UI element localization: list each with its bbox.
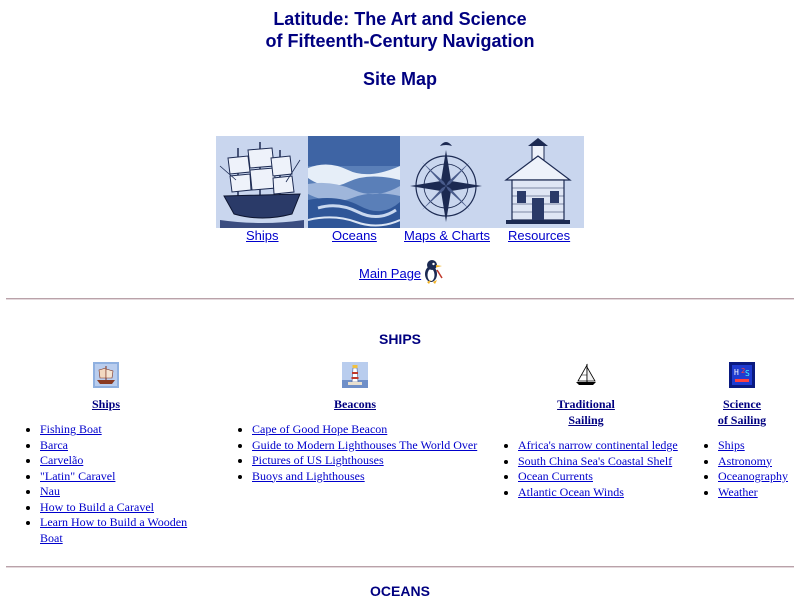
ships-link-list — [8, 422, 204, 546]
column-heading-ships[interactable]: Ships — [91, 397, 121, 411]
page-title — [0, 8, 800, 52]
link-barca[interactable]: Barca — [40, 437, 68, 452]
link-ocean-currents[interactable]: Ocean Currents — [518, 469, 593, 483]
compass-rose-illustration[interactable] — [400, 136, 492, 228]
svg-text:H: H — [734, 368, 739, 377]
site-map-heading: Site Map — [362, 69, 437, 89]
penguin-mascot-icon[interactable] — [421, 258, 443, 284]
banner-image-strip — [216, 136, 584, 228]
divider-top — [6, 298, 794, 300]
link-nau[interactable]: Nau — [40, 484, 60, 498]
link-latin-caravel[interactable]: "Latin" Caravel — [40, 468, 116, 483]
column-ships — [8, 362, 204, 546]
ships-section-title: SHIPS — [378, 331, 421, 347]
link-atlantic-winds[interactable]: Atlantic Ocean Winds — [518, 484, 624, 499]
list-item — [718, 454, 798, 470]
list-item — [718, 438, 798, 454]
list-item — [40, 422, 204, 438]
nav-link-oceans[interactable]: Oceans — [332, 228, 377, 243]
science-of-sailing-link-list — [686, 438, 798, 500]
list-item — [518, 485, 686, 501]
title-line-2: of Fifteenth-Century Navigation — [265, 31, 535, 51]
list-item — [40, 484, 204, 500]
list-item — [40, 515, 204, 546]
main-page-link-group — [359, 258, 443, 284]
traditional-sailing-link-list — [486, 438, 686, 500]
schoolhouse-illustration[interactable] — [492, 136, 584, 228]
list-item — [252, 469, 490, 485]
link-build-caravel[interactable]: How to Build a Caravel — [40, 499, 154, 514]
list-item — [252, 453, 490, 469]
list-item — [252, 438, 490, 454]
link-south-china-sea[interactable]: South China Sea's Coastal Shelf — [518, 453, 673, 468]
beacons-link-list — [220, 422, 490, 484]
link-weather[interactable]: Weather — [718, 484, 758, 499]
list-item — [40, 438, 204, 454]
link-fishing-boat[interactable]: Fishing Boat — [40, 422, 102, 436]
link-cape-good-hope[interactable]: Cape of Good Hope Beacon — [252, 422, 388, 436]
list-item — [40, 469, 204, 485]
list-item — [518, 454, 686, 470]
link-science-ships[interactable]: Ships — [718, 438, 745, 452]
list-item — [718, 469, 798, 485]
section-nav — [0, 228, 800, 246]
ship-illustration[interactable] — [216, 136, 308, 228]
list-item — [518, 438, 686, 454]
title-line-1: Latitude: The Art and Science — [273, 9, 527, 29]
link-build-wooden-boat[interactable]: Learn How to Build a Wooden Boat — [40, 515, 188, 545]
link-astronomy[interactable]: Astronomy — [718, 453, 772, 468]
oceans-section-title: OCEANS — [370, 583, 430, 599]
link-africa-ledge[interactable]: Africa's narrow continental ledge — [518, 438, 678, 452]
list-item — [718, 485, 798, 501]
ocean-waves-photo[interactable] — [308, 136, 400, 228]
list-item — [518, 469, 686, 485]
column-heading-science-of-sailing[interactable]: Science of Sailing — [717, 397, 767, 427]
column-heading-traditional-sailing[interactable]: Traditional Sailing — [557, 397, 615, 427]
svg-text:S: S — [745, 369, 750, 378]
column-heading-beacons[interactable]: Beacons — [334, 397, 376, 411]
nav-link-resources[interactable]: Resources — [508, 228, 571, 243]
link-carvelao[interactable]: Carvelão — [40, 453, 84, 467]
link-us-lighthouses[interactable]: Pictures of US Lighthouses — [252, 453, 384, 467]
sailboat-icon[interactable] — [573, 362, 599, 388]
link-buoys-lighthouses[interactable]: Buoys and Lighthouses — [252, 468, 365, 483]
column-beacons — [220, 362, 490, 484]
column-traditional-sailing — [486, 362, 686, 500]
main-page-link[interactable]: Main Page — [359, 266, 422, 281]
column-science-of-sailing — [686, 362, 798, 500]
science-icon[interactable] — [729, 362, 755, 388]
link-oceanography[interactable]: Oceanography — [718, 469, 788, 483]
link-modern-lighthouses[interactable]: Guide to Modern Lighthouses The World Over — [252, 437, 478, 452]
divider-bottom — [6, 566, 794, 568]
list-item — [252, 422, 490, 438]
fishing-boat-icon[interactable] — [93, 362, 119, 388]
list-item — [40, 500, 204, 516]
nav-link-ships[interactable]: Ships — [246, 228, 279, 243]
svg-text:2: 2 — [741, 367, 746, 375]
nav-link-maps-charts[interactable]: Maps & Charts — [404, 228, 490, 243]
lighthouse-icon[interactable] — [342, 362, 368, 388]
list-item — [40, 453, 204, 469]
